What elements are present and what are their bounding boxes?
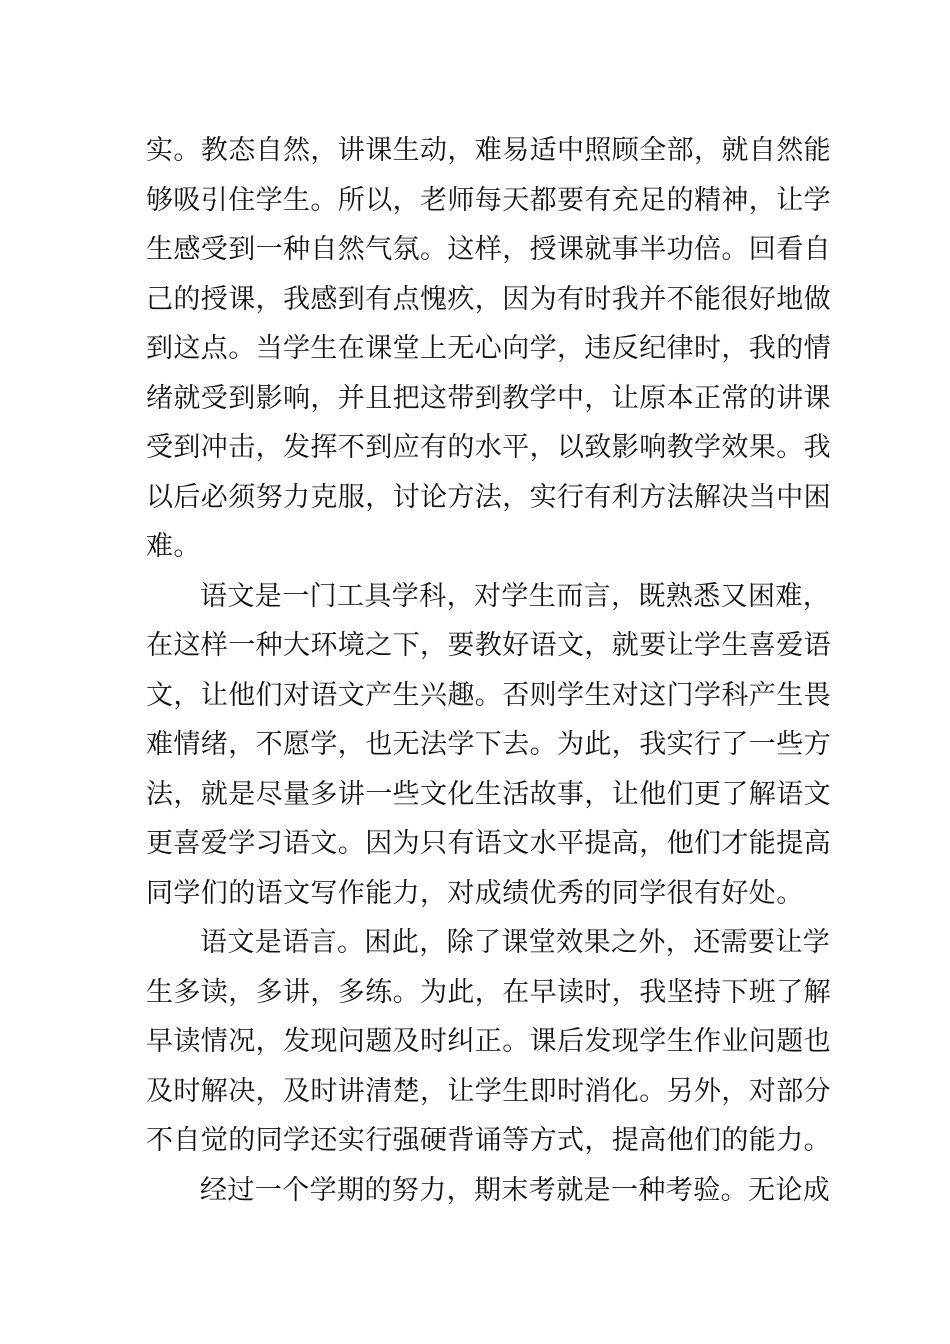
text-line: 难情绪，不愿学，也无法学下去。为此，我实行了一些方 xyxy=(146,729,831,760)
text-line: 实。教态自然，讲课生动，难易适中照顾全部，就自然能 xyxy=(146,135,831,166)
text-line: 法，就是尽量多讲一些文化生活故事，让他们更了解语文 xyxy=(146,778,831,810)
text-line: 生多读，多讲，多练。为此，在早读时，我坚持下班了解 xyxy=(146,976,831,1008)
text-line: 同学们的语文写作能力，对成绩优秀的同学很有好处。 xyxy=(146,877,804,909)
paragraph-first-line: 语文是语言。困此，除了课堂效果之外，还需要让学 xyxy=(200,927,831,958)
text-line: 不自觉的同学还实行强硬背诵等方式，提高他们的能力。 xyxy=(146,1125,831,1156)
text-line: 文，让他们对语文产生兴趣。否则学生对这门学科产生畏 xyxy=(146,679,831,711)
text-line: 绪就受到影响，并且把这带到教学中，让原本正常的讲课 xyxy=(146,382,831,414)
text-line: 更喜爱学习语文。因为只有语文水平提高，他们才能提高 xyxy=(146,828,831,859)
text-line: 早读情况，发现问题及时纠正。课后发现学生作业问题也 xyxy=(146,1026,831,1057)
text-line: 够吸引住学生。所以，老师每天都要有充足的精神，让学 xyxy=(146,184,831,216)
text-line: 己的授课，我感到有点愧疚，因为有时我并不能很好地做 xyxy=(146,283,831,315)
text-line: 在这样一种大环境之下，要教好语文，就要让学生喜爱语 xyxy=(146,630,831,661)
text-line: 及时解决，及时讲清楚，让学生即时消化。另外，对部分 xyxy=(146,1075,831,1107)
text-line: 受到冲击，发挥不到应有的水平，以致影响教学效果。我 xyxy=(146,432,831,463)
text-line: 到这点。当学生在课堂上无心向学，违反纪律时，我的情 xyxy=(146,333,831,364)
text-line: 难。 xyxy=(146,531,201,562)
paragraph-first-line: 经过一个学期的努力，期末考就是一种考验。无论成 xyxy=(200,1174,831,1206)
text-line: 生感受到一种自然气氛。这样，授课就事半功倍。回看自 xyxy=(146,234,831,265)
text-line: 以后必须努力克服，讨论方法，实行有利方法解决当中困 xyxy=(146,481,831,513)
paragraph-first-line: 语文是一门工具学科，对学生而言，既熟悉又困难， xyxy=(200,580,831,612)
document-body xyxy=(146,126,831,1215)
